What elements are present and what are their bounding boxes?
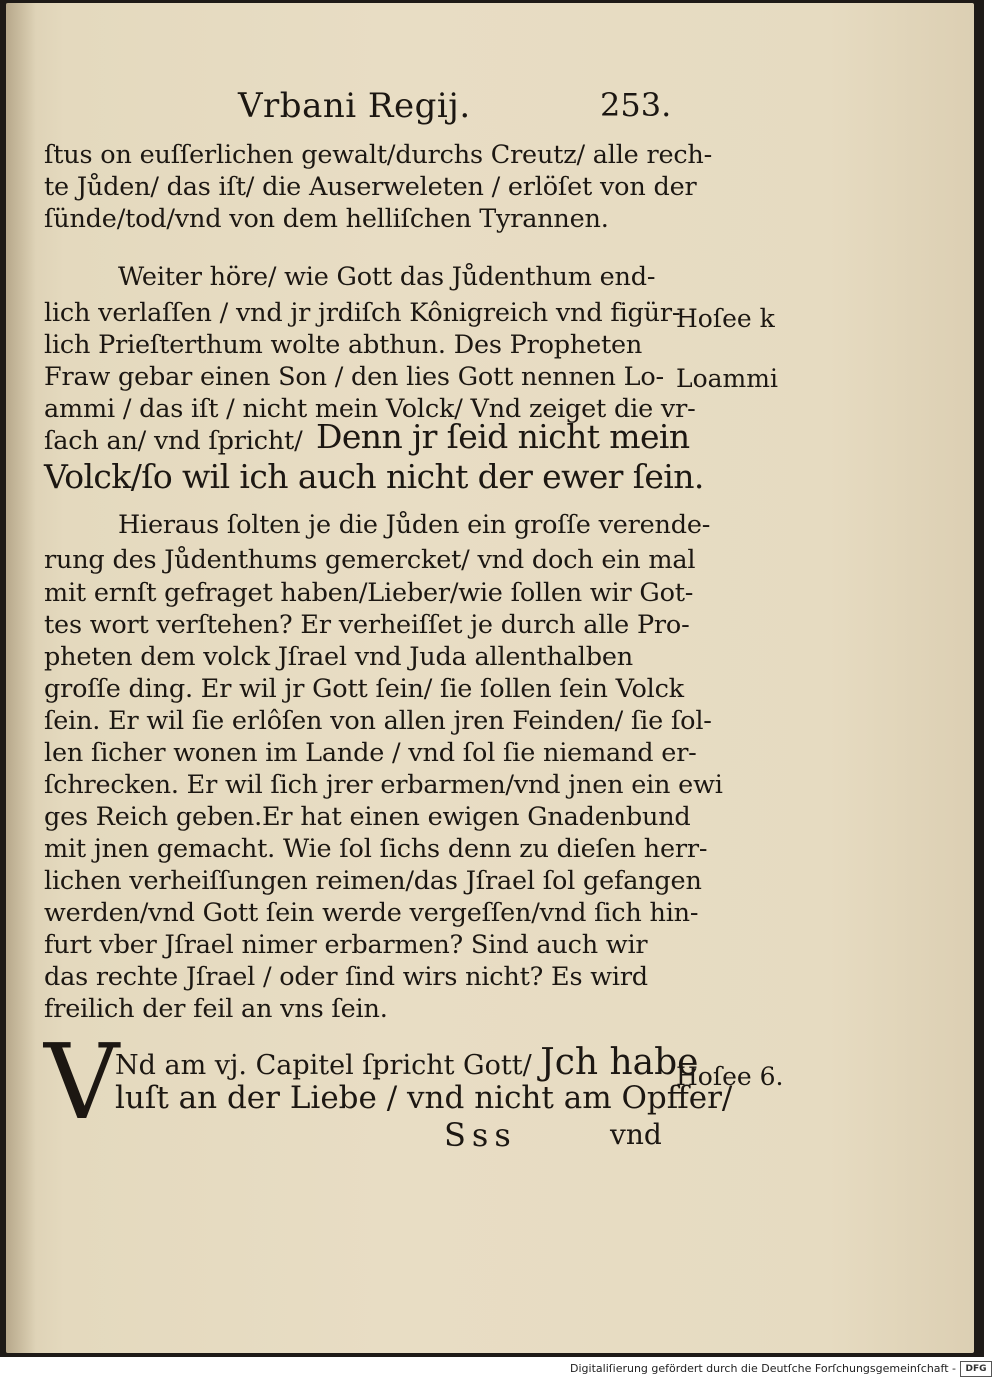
initial-line-1 bbox=[115, 1042, 699, 1083]
body-line-10: Volck/ſo wil ich auch nicht der ewer ſein. bbox=[44, 457, 704, 496]
body-line-11: Hieraus ſolten je die Jůden ein groſſe verende- bbox=[118, 510, 711, 540]
body-line-16: groſſe ding. Er wil jr Gott ſein/ ſie ſollen ſein Volck bbox=[44, 674, 684, 704]
body-line-19: ſchrecken. Er wil ſich jrer erbarmen/vnd jnen ein ewi bbox=[44, 770, 723, 800]
dfg-logo: DFG bbox=[960, 1361, 992, 1377]
funding-credit: Digitaliſierung gefördert durch die Deutſche Forſchungsgemeinſchaft - bbox=[570, 1362, 956, 1375]
body-line-7: Fraw gebar einen Son / den lies Gott nennen Lo- bbox=[44, 362, 664, 392]
body-line-5: lich verlaſſen / vnd jr jrdiſch Kônigreich vnd figür- bbox=[44, 298, 681, 328]
body-line-13: mit ernſt gefraget haben/Lieber/wie ſollen wir Got- bbox=[44, 578, 694, 608]
body-line-24: furt vber Jſrael nimer erbarmen? Sind auch wir bbox=[44, 930, 648, 960]
body-line-15: pheten dem volck Jſrael vnd Juda allenthalben bbox=[44, 642, 633, 672]
body-line-2: te Jůden/ das iſt/ die Auserweleten / erlöſet von der bbox=[44, 172, 697, 202]
initial-line-1-text: Nd am vj. Capitel ſpricht Gott/ bbox=[115, 1050, 532, 1081]
body-line-1: ſtus on euſſerlichen gewalt/durchs Creutz/ alle rech- bbox=[44, 140, 713, 170]
body-line-21: mit jnen gemacht. Wie ſol ſichs denn zu dieſen herr- bbox=[44, 834, 708, 864]
body-line-14: tes wort verſtehen? Er verheiſſet je durch alle Pro- bbox=[44, 610, 690, 640]
body-line-9-emphasis: Denn jr ſeid nicht mein bbox=[316, 417, 690, 456]
body-line-20: ges Reich geben.Er hat einen ewigen Gnadenbund bbox=[44, 802, 691, 832]
body-line-17: ſein. Er wil ſie erlôſen von allen jren Feinden/ ſie ſol- bbox=[44, 706, 712, 736]
signature-mark: Sss bbox=[444, 1116, 517, 1154]
initial-line-1-emphasis: Jch habe bbox=[540, 1042, 699, 1083]
body-line-18: len ſicher wonen im Lande / vnd ſol ſie niemand er- bbox=[44, 738, 697, 768]
body-line-8: ammi / das iſt / nicht mein Volck/ Vnd zeiget die vr- bbox=[44, 394, 696, 424]
catchword: vnd bbox=[610, 1118, 662, 1151]
body-line-23: werden/vnd Gott ſein werde vergeſſen/vnd ſich hin- bbox=[44, 898, 699, 928]
body-line-22: lichen verheiſſungen reimen/das Jſrael ſol gefangen bbox=[44, 866, 702, 896]
body-line-12: rung des Jůdenthums gemercket/ vnd doch ein mal bbox=[44, 545, 696, 575]
decorated-initial: V bbox=[44, 1021, 120, 1143]
margin-note-loammi: Loammi bbox=[676, 364, 778, 393]
margin-note-hosea: Hoſee k bbox=[676, 304, 775, 333]
running-head: Vrbani Regij. bbox=[238, 86, 471, 126]
body-line-9: ſach an/ vnd ſpricht/ bbox=[44, 426, 303, 456]
body-line-6: lich Prieſterthum wolte abthun. Des Propheten bbox=[44, 330, 643, 360]
gutter-shadow bbox=[6, 3, 36, 1353]
margin-note-hosea-6: Hoſee 6. bbox=[676, 1062, 784, 1091]
body-line-3: ſünde/tod/vnd von dem helliſchen Tyrannen. bbox=[44, 204, 609, 234]
body-line-4: Weiter höre/ wie Gott das Jůdenthum end- bbox=[118, 262, 656, 292]
body-line-26: freilich der feil an vns ſein. bbox=[44, 994, 388, 1024]
page-number: 253. bbox=[600, 86, 672, 124]
initial-line-2: luſt an der Liebe / vnd nicht am Opffer/ bbox=[115, 1080, 733, 1116]
body-line-25: das rechte Jſrael / oder ſind wirs nicht? Es wird bbox=[44, 962, 648, 992]
